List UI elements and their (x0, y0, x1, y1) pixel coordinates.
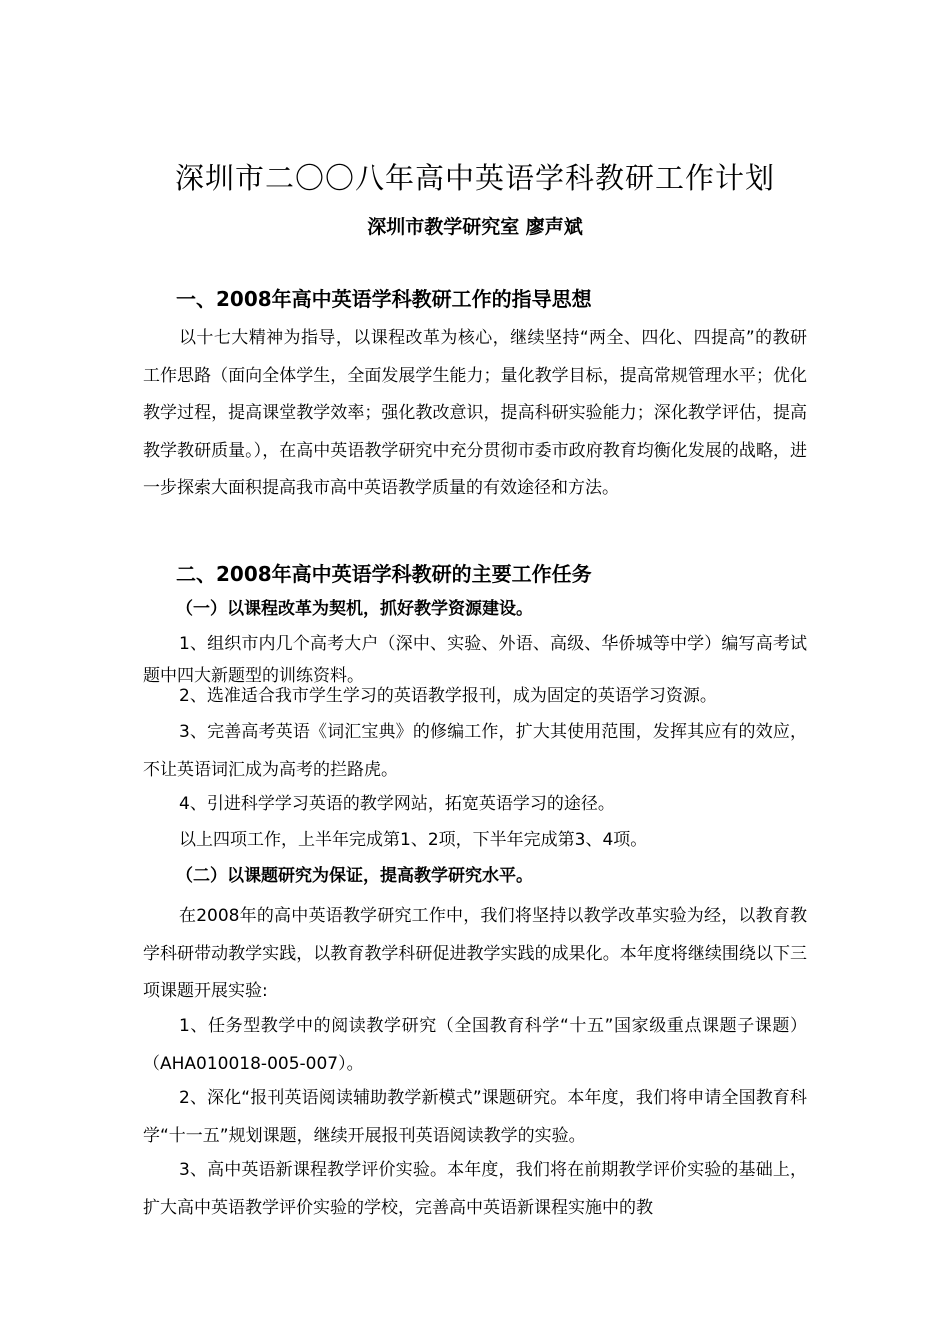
subsection-1-note: 以上四项工作，上半年完成第1、2项，下半年完成第3、4项。 (179, 830, 648, 850)
subsection-2-heading: （二）以课题研究为保证，提高教学研究水平。 (176, 866, 533, 886)
section-2-heading: 二、2008年高中英语学科教研的主要工作任务 (176, 562, 592, 586)
document-author: 深圳市教学研究室 廖声斌 (367, 216, 583, 238)
subsection-1-item: 1、组织市内几个高考大户（深中、实验、外语、高级、华侨城等中学）编写高考试题中四大新题型的训练资料。 (143, 634, 807, 686)
section-1-paragraph: 以十七大精神为指导，以课程改革为核心，继续坚持“两全、四化、四提高”的教研工作思路（面向全体学生，全面发展学生能力；量化教学目标，提高常规管理水平；优化教学过程，提高课堂教学效率；强化教改意识，提高科研实验能力；深化教学评估，提高教学教研质量。），在高中英语教学研究中充分贯彻市委市政府教育均衡化发展的战略，进一步探索大面积提高我市高中英语教学质量的有效途径和方法。 (143, 328, 807, 498)
subsection-2-item: 3、高中英语新课程教学评价实验。本年度，我们将在前期教学评价实验的基础上，扩大高中英语教学评价实验的学校，完善高中英语新课程实施中的教 (143, 1160, 807, 1218)
subsection-2-item: 2、深化“报刊英语阅读辅助教学新模式”课题研究。本年度，我们将申请全国教育科学“十一五”规划课题，继续开展报刊英语阅读教学的实验。 (143, 1088, 807, 1146)
document-title: 深圳市二〇〇八年高中英语学科教研工作计划 (174, 161, 775, 195)
subsection-2-item: 1、任务型教学中的阅读教学研究（全国教育科学“十五”国家级重点课题子课题）（AHA010018-005-007）。 (143, 1016, 807, 1074)
subsection-1-item: 4、引进科学学习英语的教学网站，拓宽英语学习的途径。 (179, 794, 615, 814)
section-1-heading: 一、2008年高中英语学科教研工作的指导思想 (176, 287, 592, 311)
subsection-1-item: 3、完善高考英语《词汇宝典》的修编工作，扩大其使用范围，发挥其应有的效应，不让英语词汇成为高考的拦路虎。 (143, 722, 807, 780)
subsection-2-intro: 在2008年的高中英语教学研究工作中，我们将坚持以教学改革实验为经，以教育教学科研带动教学实践，以教育教学科研促进教学实践的成果化。本年度将继续围绕以下三项课题开展实验: (143, 906, 807, 1001)
subsection-1-heading: （一）以课程改革为契机，抓好教学资源建设。 (176, 599, 533, 619)
subsection-1-item: 2、选准适合我市学生学习的英语教学报刊，成为固定的英语学习资源。 (179, 686, 717, 706)
